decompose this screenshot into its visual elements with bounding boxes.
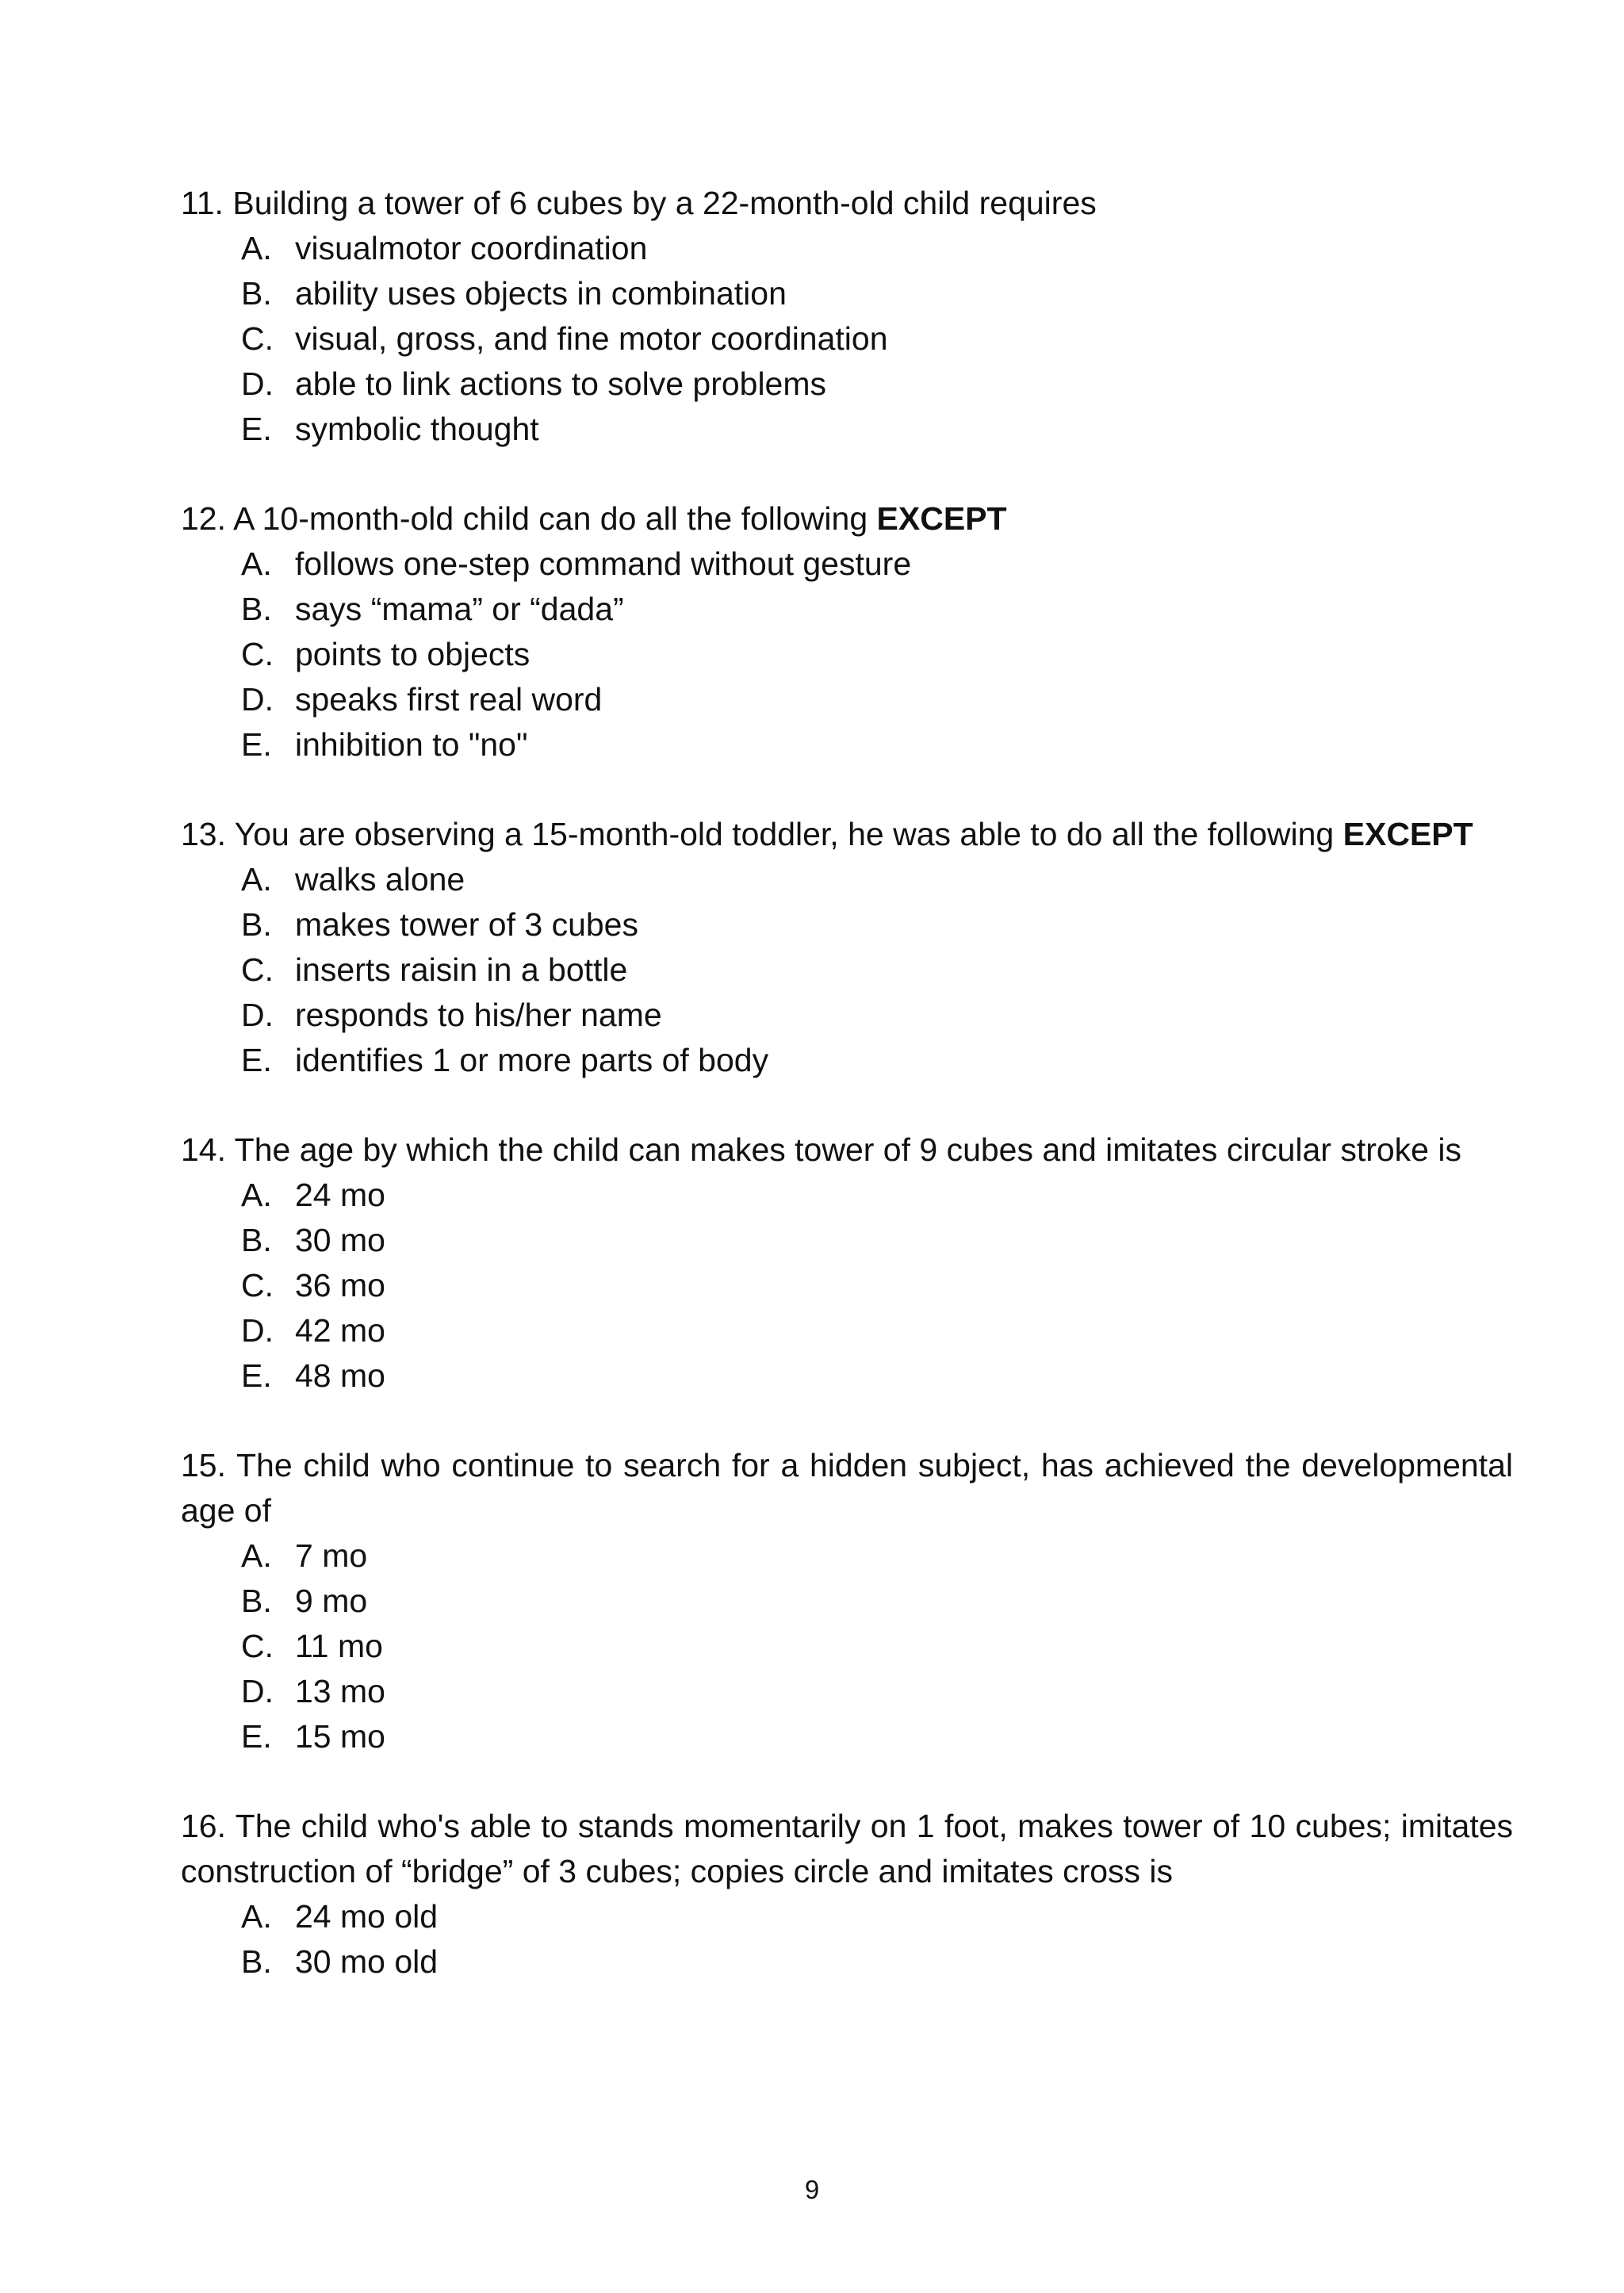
answer-options (181, 1173, 1513, 1399)
question-stem (181, 496, 1513, 542)
question-text: The child who's able to stands momentarily on 1 foot, makes tower of 10 cubes; imitates construction of “bridge” of 3 cubes; copies circle and imitates cross is (181, 1808, 1514, 1889)
answer-options (181, 542, 1513, 768)
option-text: points to objects (295, 636, 530, 672)
option-letter: D. (241, 366, 274, 402)
question-number: 11. (181, 185, 224, 221)
option-text: 30 mo old (295, 1943, 439, 1980)
answer-option-c (241, 1624, 1513, 1669)
option-letter: E. (241, 1357, 272, 1394)
question-11 (181, 181, 1513, 452)
option-letter: A. (241, 1177, 272, 1213)
option-letter: B. (241, 1583, 272, 1619)
option-letter: E. (241, 1718, 272, 1755)
option-letter: C. (241, 951, 274, 988)
answer-option-c (241, 316, 1513, 362)
question-text: Building a tower of 6 cubes by a 22-month-old child requires (232, 185, 1097, 221)
question-16 (181, 1804, 1513, 1985)
option-text: 9 mo (295, 1583, 368, 1619)
option-text: 13 mo (295, 1673, 385, 1709)
option-letter: B. (241, 906, 272, 943)
answer-option-d (241, 362, 1513, 407)
answer-option-a (241, 542, 1513, 587)
option-letter: A. (241, 1537, 272, 1574)
option-letter: B. (241, 275, 272, 312)
option-text: visual, gross, and fine motor coordination (295, 320, 888, 357)
answer-option-b (241, 1218, 1513, 1263)
answer-option-e (241, 722, 1513, 768)
answer-option-d (241, 993, 1513, 1038)
question-stem (181, 1127, 1513, 1173)
answer-option-d (241, 1308, 1513, 1353)
option-text: 24 mo old (295, 1898, 439, 1935)
question-stem (181, 1804, 1513, 1894)
question-15 (181, 1443, 1513, 1759)
option-text: 42 mo (295, 1312, 385, 1349)
option-letter: A. (241, 861, 272, 898)
option-text: walks alone (295, 861, 465, 898)
option-text: visualmotor coordination (295, 230, 648, 266)
answer-options (181, 857, 1513, 1083)
question-number: 12. (181, 500, 226, 537)
answer-options (181, 1533, 1513, 1759)
option-letter: D. (241, 681, 274, 718)
option-letter: E. (241, 1042, 272, 1078)
question-number: 15. (181, 1447, 226, 1483)
answer-option-b (241, 271, 1513, 316)
option-letter: B. (241, 1943, 272, 1980)
option-text: makes tower of 3 cubes (295, 906, 638, 943)
question-13 (181, 812, 1513, 1083)
option-letter: A. (241, 230, 272, 266)
option-letter: C. (241, 1628, 274, 1664)
page-number: 9 (804, 2175, 820, 2204)
question-number: 13. (181, 816, 226, 852)
option-letter: A. (241, 1898, 272, 1935)
answer-option-c (241, 632, 1513, 677)
question-text: You are observing a 15-month-old toddler, he was able to do all the following (234, 816, 1335, 852)
answer-option-e (241, 1038, 1513, 1083)
answer-option-a (241, 1173, 1513, 1218)
question-stem (181, 812, 1513, 857)
option-text: ability uses objects in combination (295, 275, 787, 312)
question-text: A 10-month-old child can do all the following (233, 500, 868, 537)
question-number: 16. (181, 1808, 226, 1844)
option-text: 15 mo (295, 1718, 385, 1755)
answer-option-c (241, 1263, 1513, 1308)
option-letter: D. (241, 1312, 274, 1349)
option-text: follows one-step command without gesture (295, 545, 912, 582)
answer-option-a (241, 226, 1513, 271)
option-text: 7 mo (295, 1537, 368, 1574)
except-keyword: EXCEPT (876, 500, 1007, 537)
question-number: 14. (181, 1131, 226, 1168)
answer-option-e (241, 1714, 1513, 1759)
answer-option-e (241, 407, 1513, 452)
answer-options (181, 1894, 1513, 1985)
answer-option-a (241, 1533, 1513, 1579)
option-text: able to link actions to solve problems (295, 366, 827, 402)
option-text: identifies 1 or more parts of body (295, 1042, 769, 1078)
question-stem (181, 181, 1513, 226)
answer-option-b (241, 587, 1513, 632)
option-text: 24 mo (295, 1177, 385, 1213)
answer-option-e (241, 1353, 1513, 1399)
option-letter: D. (241, 997, 274, 1033)
option-text: 11 mo (295, 1628, 383, 1664)
answer-option-d (241, 1669, 1513, 1714)
option-letter: C. (241, 636, 274, 672)
option-text: 36 mo (295, 1267, 385, 1303)
answer-option-b (241, 1939, 1513, 1985)
option-letter: B. (241, 1222, 272, 1258)
option-letter: E. (241, 726, 272, 763)
question-list (181, 181, 1513, 2029)
answer-option-b (241, 1579, 1513, 1624)
option-text: inhibition to "no" (295, 726, 528, 763)
option-text: inserts raisin in a bottle (295, 951, 628, 988)
answer-option-a (241, 1894, 1513, 1939)
option-letter: E. (241, 411, 272, 447)
option-text: 48 mo (295, 1357, 385, 1394)
option-text: 30 mo (295, 1222, 385, 1258)
answer-option-d (241, 677, 1513, 722)
question-stem (181, 1443, 1513, 1533)
option-letter: B. (241, 591, 272, 627)
except-keyword: EXCEPT (1342, 816, 1473, 852)
option-text: responds to his/her name (295, 997, 662, 1033)
option-text: speaks first real word (295, 681, 603, 718)
option-text: symbolic thought (295, 411, 539, 447)
answer-option-b (241, 902, 1513, 947)
question-14 (181, 1127, 1513, 1399)
option-text: says “mama” or “dada” (295, 591, 624, 627)
option-letter: C. (241, 320, 274, 357)
question-text: The age by which the child can makes tower of 9 cubes and imitates circular stroke is (234, 1131, 1461, 1168)
question-12 (181, 496, 1513, 768)
answer-option-a (241, 857, 1513, 902)
answer-option-c (241, 947, 1513, 993)
option-letter: A. (241, 545, 272, 582)
option-letter: C. (241, 1267, 274, 1303)
question-text: The child who continue to search for a hidden subject, has achieved the developmental age of (181, 1447, 1513, 1529)
option-letter: D. (241, 1673, 274, 1709)
answer-options (181, 226, 1513, 452)
